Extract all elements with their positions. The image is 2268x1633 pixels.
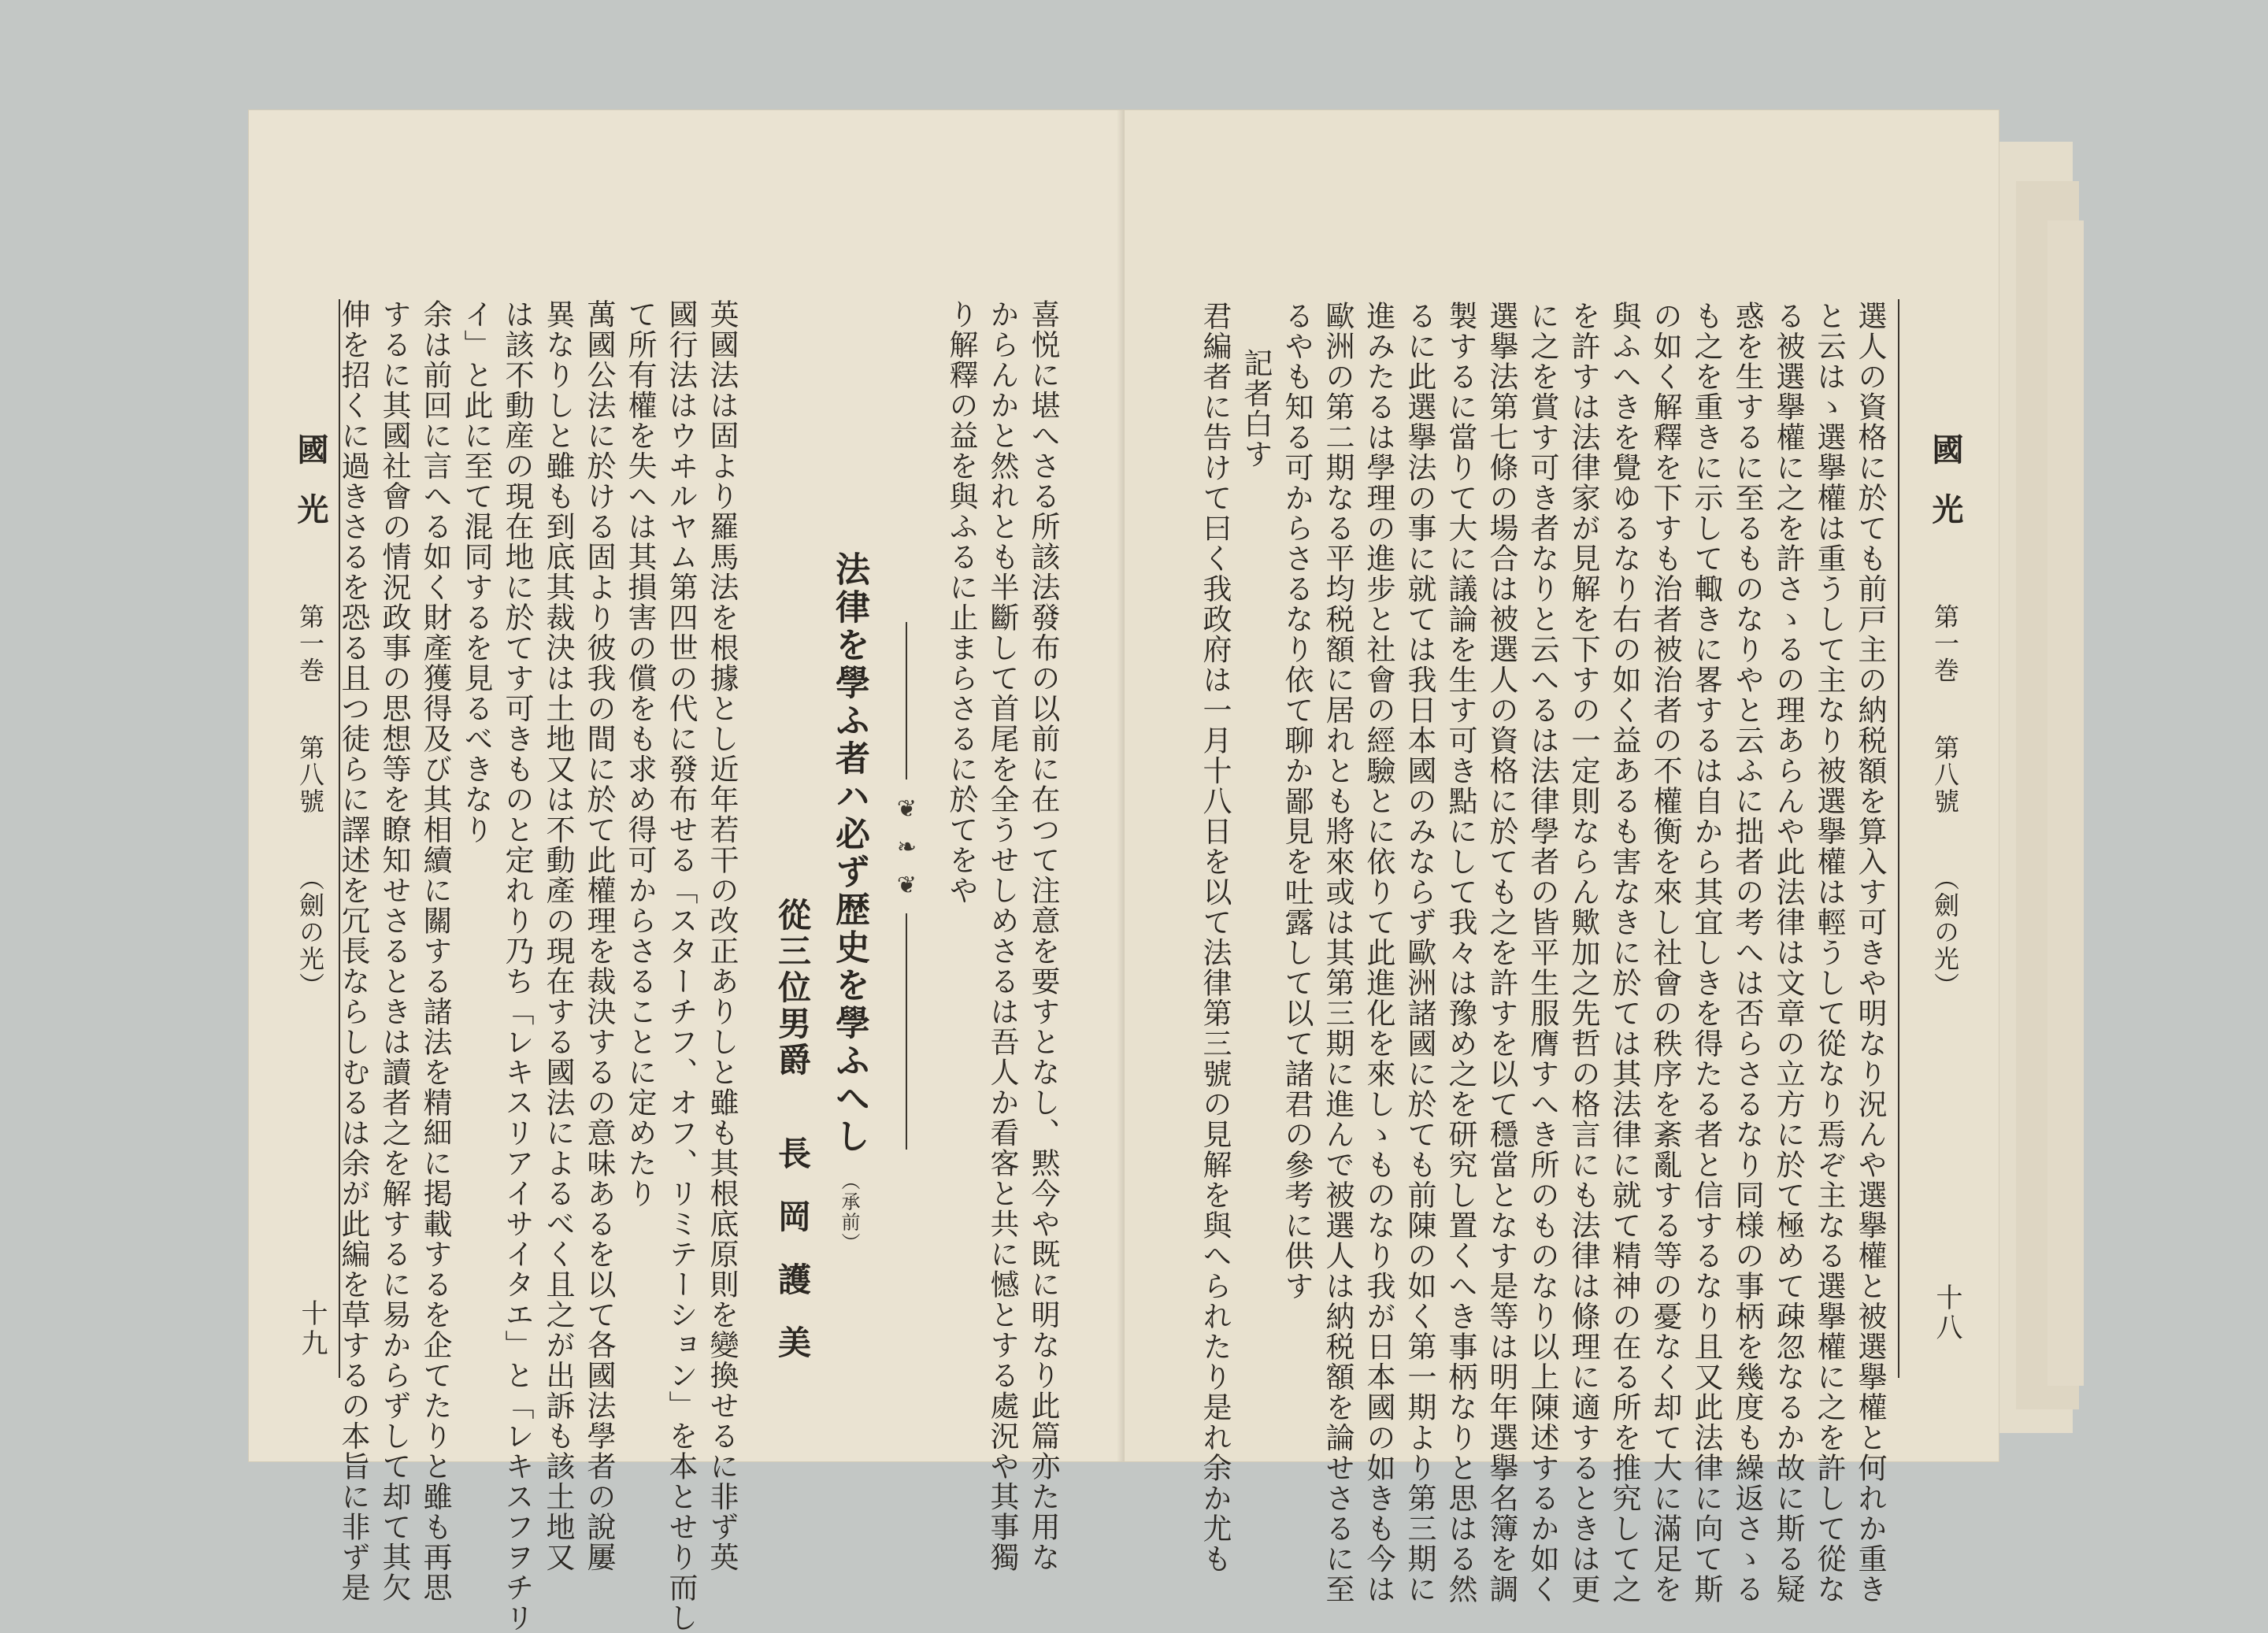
- section-label: （劍の光）: [1930, 865, 1960, 1000]
- ornament-rule: [906, 622, 907, 779]
- article-author: 從三位男爵 長岡護美: [773, 898, 812, 1389]
- issue-label: 第八號: [1930, 734, 1960, 815]
- issue-label: 第八號: [295, 734, 325, 815]
- magazine-title: 國光: [292, 433, 329, 553]
- left-page: [249, 110, 1125, 1633]
- header-rule: [1898, 299, 1899, 1378]
- left-page-number: 十九: [296, 1299, 328, 1359]
- right-page-number: 十八: [1931, 1283, 1962, 1343]
- ornament-rule: [906, 913, 907, 1150]
- ornament-icon: ❦ ❧ ❦: [893, 795, 921, 902]
- right-page: [1125, 110, 1999, 1605]
- page-stack-edge: [2048, 220, 2084, 1386]
- volume-label: 第一巻: [295, 603, 325, 684]
- left-top-text: 喜悦に堪へさる所該法發布の以前に在つて注意を要すとなし、黙今や既に明なり此篇亦た用な からんかと然れとも半斷して首尾を全うせしめさるは吾人か看客と共に憾とする處況や其事獨 り解釋の益を與ふるに止まらさるに於てをや: [944, 299, 1060, 1572]
- section-label: （劍の光）: [295, 865, 325, 1000]
- article-heading: 法律を學ふ者ハ必ず歴史を學ふへし （承前）: [829, 551, 869, 1253]
- volume-label: 第一巻: [1930, 603, 1960, 684]
- magazine-title: 國光: [1927, 433, 1964, 553]
- right-body-text: 選人の資格に於ても前戸主の納税額を算入す可きや明なり況んや選擧權と被選擧權と何れか重き と云はゝ選擧權は重うして主なり被選擧權は輕うして從なり焉ぞ主なる選擧權に之を許して從な る被選擧權に之を許さゝるの理あらんや此法律は文章の立方に於て極めて疎忽なるか故に斯る疑 惑を生するに至るものなりやと云ふに拙者の考へは否らさるなり同様の事柄を幾度も繰返さゝる も之を重きに示して輙きに畧するは自から其宜しきを得たる者と信するなり且又此法律に向て斯 の如く解釋を下すも治者被治者の不權衡を來し社會の秩序を紊亂する等の憂なく却て大に滿足を 與ふへきを覺ゆるなり右の如く益あるも害なきに於ては其法律に就て精神の在る所を推究して之 を許すは法律家が見解を下すの一定則ならん歟加之先哲の格言にも法律は條理に適するときは更 に之を賞す可き者なりと云へるは法律學者の皆平生服膺すへき所のものなり以上陳述するか如く 選擧法第七條の場合は被選人の資格に於ても之を許すを以て穩當となす是等は明年選擧名簿を調 製するに當りて大に議論を生す可き點にして我々は豫め之を研究し置くへき事柄なりと思はる然 るに此選擧法の事に就ては我日本國のみならず歐洲諸國に於ても前陳の如く第一期より第三期に 進みたるは學理の進步と社會の經驗とに依りて此進化を來しゝものなり我が日本國の如きも今は 歐洲の第二期なる平均税額に居れとも將來或は其第三期に進んで被選人は納税額を論せさるに至 るやも知る可からさるなり依て聊か鄙見を吐露して以て諸君の參考に供す 記者白す 君編者に告けて曰く我政府は一月十八日を以て法律第三號の見解を與へられたり是れ余か尤も: [1198, 301, 1887, 1605]
- left-body-text: 英國法は固より羅馬法を根據とし近年若干の改正ありしと雖も其根底原則を變換せるに非ず英 國行法はウヰルヤム第四世の代に發布せる「スターチフ、オフ、リミテーション」を本とせり而し て所有權を失へは其損害の償をも求め得可からさることに定めたり 萬國公法に於ける固より彼我の間に於て此權理を裁決するの意味あるを以て各國法學者の說屢 異なりしと雖も到底其裁決は土地又は不動產の現在する國法によるべく且之が出訴も該土地又 は該不動産の現在地に於てす可きものと定れり乃ち「レキスリアイサイタエ」と「レキスフヲチリ イ」と此に至て混同するを見るべきなり 余は前回に言へる如く財產獲得及び其相續に關する諸法を精細に掲載するを企てたりと雖も再思 するに其國社會の情況政事の思想等を瞭知せさるときは讀者之を解するに易からずして却て其欠 伸を招くに過きさるを恐る且つ徒らに譯述を冗長ならしむるは余が此編を草するの本旨に非ず是: [336, 299, 739, 1633]
